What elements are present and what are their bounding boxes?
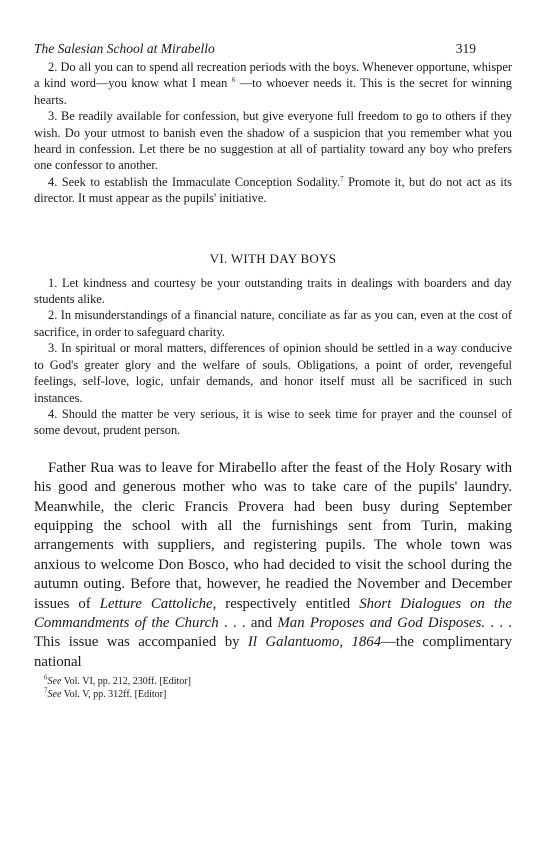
italic-title: Il Galantuomo, 1864 <box>247 634 382 651</box>
rule-paragraph: 2. In misunderstandings of a financial nature, conciliate as far as you can, even at the cost of sacrifice, in order to safeguard charity. <box>34 308 512 339</box>
rule-paragraph: 1. Let kindness and courtesy be your outstanding traits in dealings with boarders and day students alike. <box>34 275 512 307</box>
rule-paragraph: 3. Be readily available for confession, but give everyone full freedom to go to others if they wish. Do your utmost to banish even the shadow of a suspicion that you remember what you heard in confession. Let there be no suggestion at all of partiality toward any boy who prefers one confessor to another. <box>34 109 512 173</box>
section-heading: VI. WITH DAY BOYS <box>209 250 337 266</box>
body-paragraph: Father Rua was to leave for Mirabello after the feast of the Holy Rosary with his good and generous mother who was to take care of the pupils' laundry. Meanwhile, the cleric Francis Provera had been busy during September equipping the school with all the furnishings sent from Turin, making arrangements with suppliers, and registering pupils. The whole town was anxious to welcome Don Bosco, who had decided to visit the school during the autumn outing. Before that, however, he readied the November and December issues of Letture Cattoliche, respectively entitled Short Dialogues on the Commandments of the Church . . . and Man Proposes and God Disposes. . . . This issue was accompanied by Il Galantuomo, 1864—the complimentary national <box>34 459 512 670</box>
italic-title: Short Dialogues on the Commandments of the Church <box>34 595 512 631</box>
footnote-ref: 7 <box>340 174 344 183</box>
footnotes <box>34 673 512 701</box>
rule-paragraph: 2. Do all you can to spend all recreation periods with the boys. Whenever opportune, whisper a kind word—you know what I mean $^6$ —to whoever needs it. This is the secret for winning hearts. <box>34 60 512 107</box>
italic-title: Man Proposes and God Disposes. <box>277 614 486 631</box>
body-text <box>34 459 512 672</box>
rules-list-b <box>34 275 512 439</box>
footnote: $^6$See Vol. VI, pp. 212, 230ff. [Editor] <box>44 673 191 688</box>
page-number: 319 <box>455 41 476 56</box>
running-head <box>34 40 512 57</box>
footnote-ref: 6 <box>231 76 236 85</box>
rule-paragraph: 4. Should the matter be very serious, it is wise to seek time for prayer and the counsel of some devout, prudent person. <box>34 406 512 438</box>
rules-list-a <box>34 59 512 207</box>
footnote: $^7$See Vol. V, pp. 312ff. [Editor] <box>44 686 167 700</box>
running-head-title: The Salesian School at Mirabello <box>34 41 215 56</box>
rule-paragraph: 4. Seek to establish the Immaculate Conception Sodality.$^7$ Promote it, but do not act as its director. It must appear as the pupils' initiative. <box>34 174 513 206</box>
italic-title: Letture Cattoliche, <box>99 595 217 612</box>
book-page <box>34 40 512 701</box>
rule-paragraph: 3. In spiritual or moral matters, differences of opinion should be settled in a way conducive to God's greater glory and the welfare of souls. Obligations, a point of order, revengeful feelings, self-love, logic, unfair demands, and honor itself must all be sacrificed in such instances. <box>34 341 512 405</box>
